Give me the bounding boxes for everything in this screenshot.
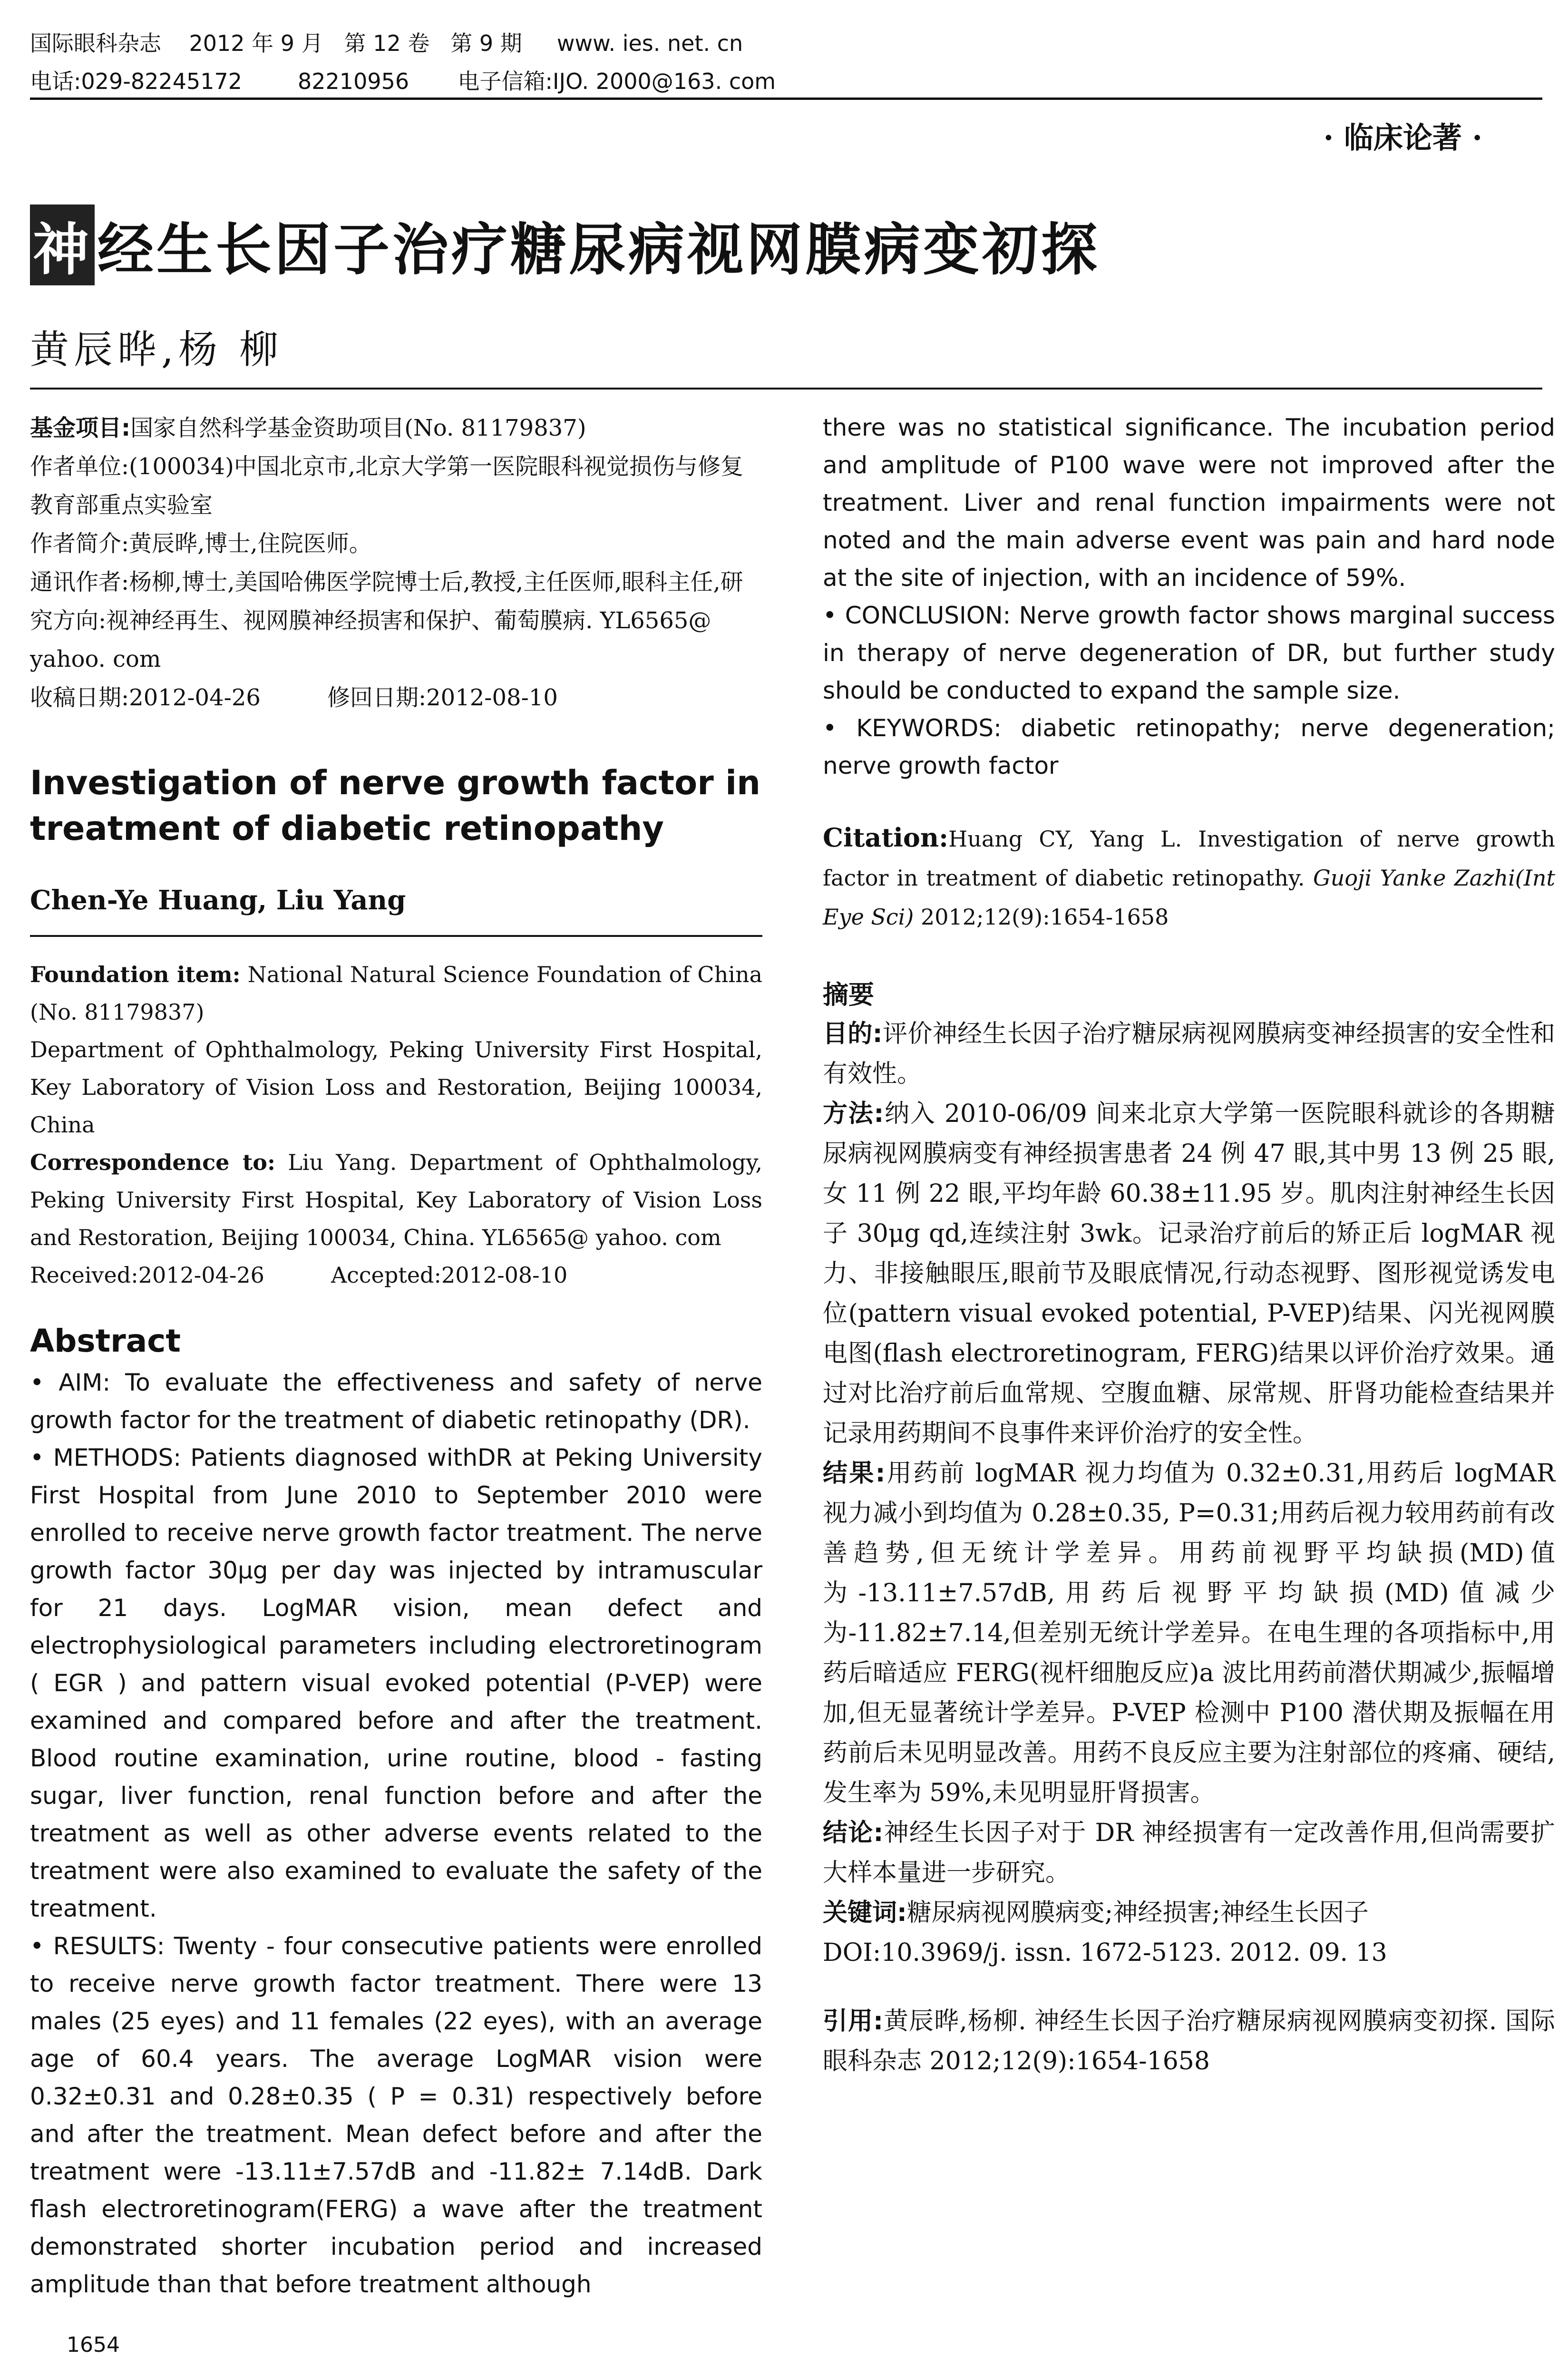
citation-en bbox=[823, 818, 1555, 936]
foundation-cn: 国家自然科学基金资助项目(No. 81179837) bbox=[130, 415, 586, 441]
citation-body: Huang CY, Yang L. Investigation of nerve growth factor in treatment of diabetic retinopathy. bbox=[823, 826, 1555, 891]
corr-cn: 通讯作者:杨柳,博士,美国哈佛医学院博士后,教授,主任医师,眼科主任,研究方向:视神经再生、视网膜神经损害和保护、葡萄膜病. YL6565@ yahoo. com bbox=[30, 569, 743, 672]
ref-label: 引用: bbox=[823, 2007, 883, 2036]
title-rest: 经生长因子治疗糖尿病视网膜病变初探 bbox=[97, 216, 1101, 283]
conclusion-label: 结论: bbox=[823, 1819, 884, 1847]
ref-text: 黄辰晔,杨柳. 神经生长因子治疗糖尿病视网膜病变初探. 国际眼科杂志 2012;12(9):1654-1658 bbox=[823, 2007, 1555, 2075]
abstract-methods: • METHODS: Patients diagnosed withDR at Peking University First Hospital from June 2010 to September 2010 were enrolled to receive nerve growth factor treatment. The nerve growth factor 30μg per day was injected by intramuscular for 21 days. LogMAR vision, mean defect and electrophysiological parameters including electroretinogram ( EGR ) and pattern visual evoked potential (P-VEP) were examined and compared before and after the treatment. Blood routine examination, urine routine, blood - fasting sugar, liver function, renal function before and after the treatment as well as other adverse events related to the treatment were also examined to evaluate the safety of the treatment. bbox=[30, 1444, 762, 1922]
doi: DOI:10.3969/j. issn. 1672-5123. 2012. 09. 13 bbox=[823, 1939, 1387, 1967]
method-label: 方法: bbox=[823, 1100, 884, 1128]
corr-label-en: Correspondence to: bbox=[30, 1150, 275, 1175]
cn-author-info bbox=[30, 409, 762, 717]
cn-abstract bbox=[823, 1014, 1555, 2081]
conclusion-text: 神经生长因子对于 DR 神经损害有一定改善作用,但尚需要扩大样本量进一步研究。 bbox=[823, 1819, 1556, 1887]
received-cn: 收稿日期:2012-04-26 bbox=[30, 684, 261, 711]
authors-en: Chen-Ye Huang, Liu Yang bbox=[30, 885, 406, 916]
received-en: Received:2012-04-26 bbox=[30, 1262, 264, 1288]
masthead-line-2: 电话:029-82245172 82210956 电子信箱:IJO. 2000@163. com bbox=[30, 68, 776, 94]
dept-en: Department of Ophthalmology, Peking University First Hospital, Key Laboratory of Vision Loss and Restoration, Beijing 100034, China bbox=[30, 1037, 762, 1138]
foundation-label-en: Foundation item: bbox=[30, 962, 241, 987]
abstract-results: • RESULTS: Twenty - four consecutive patients were enrolled to receive nerve growth factor treatment. There were 13 males (25 eyes) and 11 females (22 eyes), with an average age of 60.4 years. The average LogMAR vision were 0.32±0.31 and 0.28±0.35 ( P = 0.31) respectively before and after the treatment. Mean defect before and after the treatment were -13.11±7.57dB and -11.82± 7.14dB. Dark flash electroretinogram(FERG) a wave after the treatment demonstrated shorter incubation period and increased amplitude than that before treatment although bbox=[30, 1932, 762, 2298]
abstract-aim: • AIM: To evaluate the effectiveness and safety of nerve growth factor for the treatment of diabetic retinopathy (DR). bbox=[30, 1369, 762, 1434]
title-dropcap: 神 bbox=[30, 205, 95, 285]
citation-tail: 2012;12(9):1654-1658 bbox=[914, 904, 1169, 930]
left-column bbox=[30, 409, 762, 2303]
keywords-text: 糖尿病视网膜病变;神经损害;神经生长因子 bbox=[906, 1899, 1369, 1927]
accepted-en: Accepted:2012-08-10 bbox=[331, 1262, 568, 1288]
abstract-keywords: • KEYWORDS: diabetic retinopathy; nerve degeneration; nerve growth factor bbox=[823, 714, 1555, 779]
page-number: 1654 bbox=[67, 2333, 120, 2357]
citation-label: Citation: bbox=[823, 822, 949, 853]
method-text: 纳入 2010-06/09 间来北京大学第一医院眼科就诊的各期糖尿病视网膜病变有神经损害患者 24 例 47 眼,其中男 13 例 25 眼,女 11 例 22 眼,平均年龄 60.38±11.95 岁。肌肉注射神经生长因子 30μg qd,连续注射 3wk。记录治疗前后的矫正后 logMAR 视力、非接触眼压,眼前节及眼底情况,行动态视野、图形视觉诱发电位(pattern visual evoked potential, P-VEP)结果、闪光视网膜电图(flash electroretinogram, FERG)结果以评价治疗效果。通过对比治疗前后血常规、空腹血糖、尿常规、肝肾功能检查结果并记录用药期间不良事件来评价治疗的安全性。 bbox=[823, 1100, 1555, 1448]
foundation-en: National Natural Science Foundation of China (No. 81179837) bbox=[30, 962, 762, 1025]
authors-cn: 黄辰晔,杨 柳 bbox=[30, 327, 283, 372]
result-text: 用药前 logMAR 视力均值为 0.32±0.31,用药后 logMAR 视力减小到均值为 0.28±0.35, P=0.31;用药后视力较用药前有改善趋势,但无统计学差异。用药前视野平均缺损(MD)值为-13.11±7.57dB,用药后视野平均缺损(MD)值减少为-11.82±7.14,但差别无统计学差异。在电生理的各项指标中,用药后暗适应 FERG(视杆细胞反应)a 波比用药前潜伏期减少,振幅增加,但无显著统计学差异。P-VEP 检测中 P100 潜伏期及振幅在用药前后未见明显改善。用药不良反应主要为注射部位的疼痛、硬结,发生率为 59%,未见明显肝肾损害。 bbox=[823, 1459, 1555, 1807]
masthead-line-1: 国际眼科杂志 2012 年 9 月 第 12 卷 第 9 期 www. ies. net. cn bbox=[30, 30, 743, 56]
foundation-label-cn: 基金项目: bbox=[30, 415, 131, 441]
unit-cn: 作者单位:(100034)中国北京市,北京大学第一医院眼科视觉损伤与修复教育部重点实验室 bbox=[30, 453, 744, 518]
article-title-cn bbox=[30, 205, 1100, 285]
revised-cn: 修回日期:2012-08-10 bbox=[327, 684, 558, 711]
abstract-conclusion: • CONCLUSION: Nerve growth factor shows marginal success in therapy of nerve degeneration of DR, but further study should be conducted to expand the sample size. bbox=[823, 602, 1555, 704]
right-column bbox=[823, 409, 1555, 2081]
objective-text: 评价神经生长因子治疗糖尿病视网膜病变神经损害的安全性和有效性。 bbox=[823, 1020, 1555, 1088]
en-info-rule bbox=[30, 935, 762, 937]
masthead-rule bbox=[30, 97, 1542, 100]
bio-cn: 作者简介:黄辰晔,博士,住院医师。 bbox=[30, 530, 372, 557]
title-rule bbox=[30, 388, 1542, 390]
corr-en: Liu Yang. Department of Ophthalmology, Peking University First Hospital, Key Laboratory of Vision Loss and Restoration, Beijing 100034, China. YL6565@ yahoo. com bbox=[30, 1150, 763, 1250]
citation-journal: Guoji Yanke Zazhi(Int Eye Sci) bbox=[823, 865, 1556, 930]
article-title-en: Investigation of nerve growth factor in treatment of diabetic retinopathy bbox=[30, 763, 760, 848]
abstract-results-continued: there was no statistical significance. The incubation period and amplitude of P100 wave were not improved after the treatment. Liver and renal function impairments were not noted and the main adverse event was pain and hard node at the site of injection, with an incidence of 59%. bbox=[823, 414, 1555, 592]
abstract-heading: Abstract bbox=[30, 1323, 181, 1359]
cn-abstract-heading: 摘要 bbox=[823, 980, 874, 1010]
en-author-info bbox=[30, 956, 762, 1294]
section-tag: · 临床论著 · bbox=[1323, 120, 1482, 155]
objective-label: 目的: bbox=[823, 1020, 883, 1048]
result-label: 结果: bbox=[823, 1459, 886, 1488]
keywords-label: 关键词: bbox=[823, 1899, 907, 1927]
